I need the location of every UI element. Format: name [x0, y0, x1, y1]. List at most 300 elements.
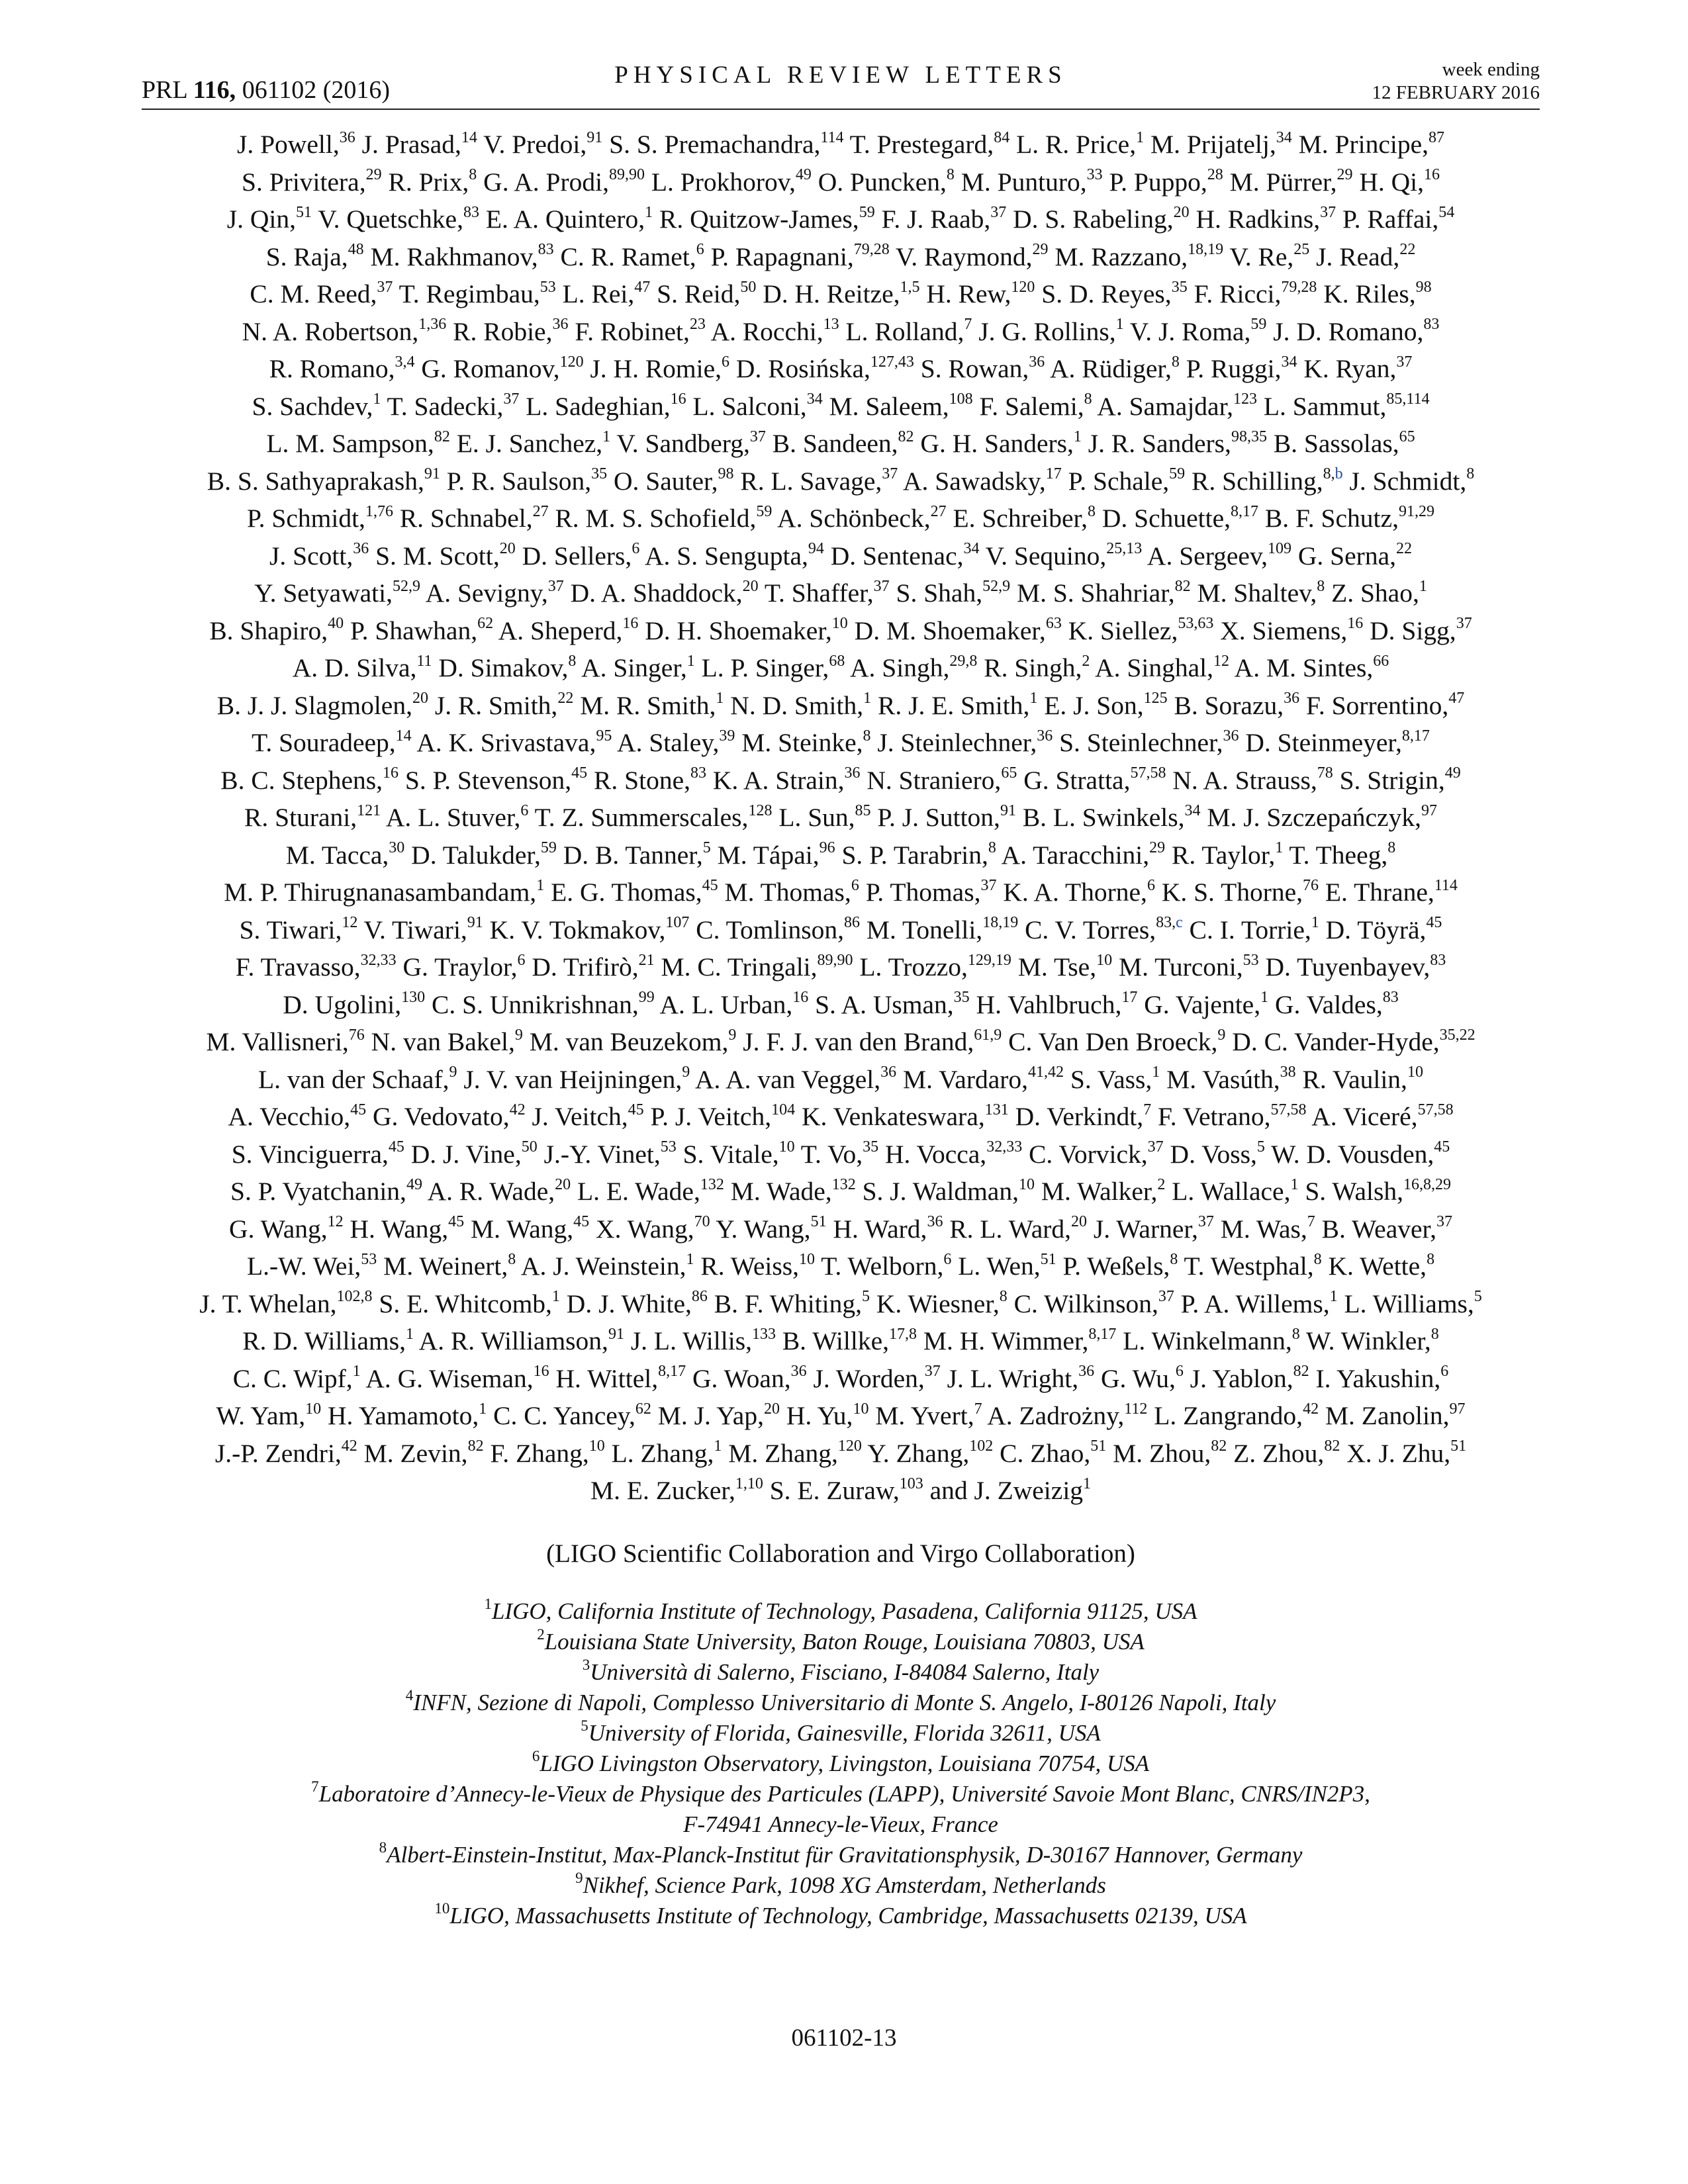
author — [228, 1102, 366, 1131]
affiliation-ref: 5 — [1474, 1288, 1482, 1306]
author — [581, 653, 695, 682]
author — [850, 653, 977, 682]
author — [1130, 317, 1267, 346]
affiliation-text: Louisiana State University, Baton Rouge, Louisiana 70803, USA — [544, 1628, 1145, 1655]
author-name: S. P. Stevenson, — [404, 765, 572, 795]
affiliation-ref: 37 — [882, 465, 898, 483]
affiliation-ref: 16 — [533, 1363, 549, 1381]
author-name: N. Straniero, — [867, 765, 1002, 795]
affiliation-ref: 120 — [1011, 278, 1035, 296]
affiliation-number: 3 — [582, 1656, 590, 1673]
author — [609, 130, 843, 159]
author — [878, 691, 1037, 720]
author — [555, 504, 772, 533]
author-name: M. Zanolin, — [1325, 1401, 1450, 1430]
author — [236, 952, 397, 981]
author — [1070, 1065, 1160, 1094]
author — [802, 1102, 1009, 1131]
author — [782, 1326, 917, 1355]
affiliation-ref: 98,35 — [1231, 428, 1267, 445]
footnote-link[interactable]: b — [1335, 465, 1343, 483]
author-name: K. Ryan, — [1303, 354, 1397, 383]
affiliation-ref: 45 — [573, 1213, 590, 1231]
affiliation-ref: 36 — [339, 128, 355, 146]
affiliation-ref: 32,33 — [986, 1138, 1023, 1156]
author — [763, 279, 919, 308]
author-name: S. Strigin, — [1339, 765, 1445, 795]
affiliation-ref: 3,4 — [395, 353, 415, 371]
author-name: L. Zhang, — [611, 1438, 714, 1468]
author — [1298, 541, 1412, 570]
affiliation-ref: 12 — [342, 914, 358, 932]
author-name: L. Zangrando, — [1154, 1401, 1303, 1430]
affiliation-ref: 22 — [1395, 540, 1412, 558]
author-name: S. Vitale, — [682, 1139, 779, 1169]
author-name: S. P. Tarabrin, — [841, 840, 988, 870]
author-name: B. C. Stephens, — [220, 765, 383, 795]
affiliation-ref: 14 — [461, 128, 477, 146]
author — [903, 1065, 1064, 1094]
author — [1323, 279, 1431, 308]
affiliation — [142, 1749, 1540, 1779]
author — [1350, 467, 1475, 496]
affiliation-ref: 5 — [862, 1288, 870, 1306]
affiliation-ref: 18,19 — [1188, 241, 1224, 259]
author-name: L. Sammut, — [1263, 391, 1387, 421]
author — [1050, 354, 1180, 383]
affiliation-ref: 62 — [477, 615, 494, 633]
affiliation-ref: 37 — [547, 577, 564, 595]
affiliation-ref: 35 — [953, 989, 970, 1007]
author-name: D. B. Tanner, — [563, 840, 703, 870]
affiliation-ref: 53 — [361, 1250, 377, 1268]
author — [741, 728, 870, 757]
author-name: O. Sauter, — [614, 466, 718, 496]
affiliation-ref: 1 — [716, 690, 724, 707]
affiliation-ref: 34 — [963, 540, 980, 558]
author — [1299, 130, 1444, 159]
affiliation-ref: 35 — [863, 1138, 879, 1156]
author-line — [142, 350, 1540, 388]
author-name: E. J. Sanchez, — [456, 429, 603, 458]
affiliation-ref: 54 — [1438, 203, 1455, 221]
author-name: L. Wen, — [958, 1251, 1041, 1281]
author — [1150, 130, 1292, 159]
author — [1275, 990, 1399, 1019]
author — [247, 1251, 377, 1281]
affiliation-ref: 104 — [771, 1101, 796, 1118]
author-line — [142, 313, 1540, 351]
author-line — [142, 238, 1540, 276]
affiliation-ref: 63 — [1045, 615, 1062, 633]
author-name: S. Steinlechner, — [1059, 728, 1223, 757]
author — [1123, 1326, 1299, 1355]
author-name: H. Ward, — [833, 1214, 927, 1244]
author — [1303, 1065, 1423, 1094]
author-name: V. Re, — [1229, 242, 1294, 271]
affiliation-ref: 1 — [1073, 428, 1082, 445]
affiliation-number: 1 — [484, 1595, 492, 1612]
affiliation-ref: 38 — [1280, 1064, 1296, 1081]
author-name: M. Pürrer, — [1229, 167, 1337, 197]
author-name: D. Voss, — [1170, 1139, 1257, 1169]
author — [659, 990, 808, 1019]
affiliation-ref: 34 — [806, 390, 823, 408]
author — [612, 1439, 722, 1468]
affiliation — [142, 1779, 1540, 1809]
footnote-link[interactable]: c — [1176, 914, 1183, 932]
author-name: L. R. Price, — [1016, 130, 1137, 159]
author — [875, 1401, 982, 1430]
author — [371, 242, 554, 271]
author — [1170, 1140, 1265, 1169]
author — [371, 1027, 523, 1056]
author-name: N. A. Strauss, — [1172, 765, 1317, 795]
affiliation-ref: 42 — [509, 1101, 526, 1118]
author-name: P. Ruggi, — [1186, 354, 1282, 383]
author — [696, 915, 860, 944]
affiliation-ref: 8 — [508, 1250, 516, 1268]
author-name: S. Shah, — [896, 578, 983, 608]
affiliation-ref: 36 — [927, 1213, 943, 1231]
author-name: R. Stone, — [594, 765, 690, 795]
author-name: E. J. Son, — [1044, 690, 1144, 720]
affiliation-ref: 59 — [859, 203, 875, 221]
author — [1186, 354, 1297, 383]
author — [1264, 392, 1430, 421]
affiliation-ref: 82 — [467, 1437, 484, 1455]
author — [224, 878, 544, 907]
author — [831, 541, 980, 570]
affiliation-ref: 91 — [1000, 801, 1016, 819]
author — [1044, 691, 1167, 720]
author — [383, 1251, 516, 1281]
author-name: M. Shaltev, — [1197, 578, 1317, 608]
affiliation-ref: 34 — [1276, 128, 1292, 146]
author — [399, 279, 556, 308]
author — [1325, 1401, 1466, 1430]
author-name: M. Turconi, — [1118, 952, 1243, 981]
journal-name: PHYSICAL REVIEW LETTERS — [614, 62, 1067, 89]
author — [1154, 1401, 1319, 1430]
author — [1008, 1027, 1225, 1056]
author — [1041, 279, 1187, 308]
author-name: Y. Zhang, — [867, 1438, 970, 1468]
author-name: E. G. Thomas, — [551, 878, 702, 907]
author — [661, 952, 853, 981]
affiliation-ref: 1,10 — [735, 1475, 763, 1492]
author-name: R. Taylor, — [1172, 840, 1276, 870]
author — [614, 467, 733, 496]
affiliation-ref: 20 — [1071, 1213, 1088, 1231]
author-name: M. Weinert, — [383, 1251, 508, 1281]
author-name: G. Serna, — [1297, 541, 1396, 570]
author — [692, 392, 822, 421]
author — [405, 766, 587, 795]
affiliation-ref: 66 — [1373, 652, 1389, 670]
author-name: R. Weiss, — [700, 1251, 800, 1281]
author-name: A. Rüdiger, — [1050, 354, 1172, 383]
author-name: A. Vecchio, — [228, 1102, 351, 1131]
author-name: V. Quetschke, — [318, 205, 463, 234]
author — [716, 1214, 827, 1244]
author — [1306, 1326, 1439, 1355]
affiliation-ref: 8 — [1317, 577, 1325, 595]
author — [269, 541, 369, 570]
author-name: D. Tuyenbayev, — [1265, 952, 1430, 981]
author-name: F. Robinet, — [575, 316, 690, 346]
author-name: M. Tacca, — [285, 840, 389, 870]
affiliation-ref: 8 — [1313, 1250, 1322, 1268]
affiliation-ref: 65 — [1001, 764, 1017, 782]
author-name: M. Steinke, — [741, 728, 863, 757]
author — [250, 279, 393, 308]
author-name: C. Zhao, — [1000, 1438, 1091, 1468]
author-name: D. Trifirò, — [532, 952, 639, 981]
author-name: D. J. Vine, — [410, 1139, 522, 1169]
author-name: R. Sturani, — [244, 803, 357, 832]
author-name: A. R. Williamson, — [418, 1326, 608, 1355]
affiliation-ref: 82 — [1324, 1437, 1340, 1455]
author-name: R. Quitzow-James, — [659, 205, 859, 234]
affiliation-ref: 36 — [1029, 353, 1045, 371]
author-name: A. K. Srivastava, — [416, 728, 596, 757]
affiliation-ref: 51 — [296, 203, 312, 221]
author-name: F. J. Raab, — [881, 205, 991, 234]
author-name: H. Wang, — [350, 1214, 449, 1244]
affiliation-ref: 132 — [700, 1175, 724, 1193]
author — [350, 616, 493, 645]
author — [207, 467, 440, 496]
author — [1289, 841, 1395, 870]
author-name: G. Woan, — [692, 1363, 791, 1393]
author-name: P. Schmidt, — [247, 504, 365, 533]
author — [567, 1289, 708, 1318]
running-header — [142, 57, 1540, 110]
affiliation-ref: 12 — [1213, 652, 1229, 670]
author — [818, 167, 955, 197]
author — [777, 504, 946, 533]
author-name: L. Rolland, — [845, 316, 964, 346]
author-line — [142, 1435, 1540, 1473]
author-name: A. S. Sengupta, — [645, 541, 808, 570]
author-name: M. Tse, — [1017, 952, 1097, 981]
author-name: C. S. Unnikrishnan, — [432, 989, 639, 1019]
affiliation-ref: 45 — [1426, 914, 1442, 932]
affiliation-ref: 36 — [790, 1363, 807, 1381]
author — [215, 1439, 357, 1468]
author — [841, 841, 996, 870]
author — [1197, 578, 1325, 608]
affiliation-ref: 103 — [899, 1475, 923, 1492]
affiliation-ref: 120 — [559, 353, 584, 371]
author-name: J. L. Wright, — [947, 1363, 1079, 1393]
author-name: B. F. Schutz, — [1264, 504, 1399, 533]
affiliation-ref: 1 — [1115, 316, 1124, 334]
author-name: M. Rakhmanov, — [370, 242, 538, 271]
author-name: H. Qi, — [1359, 167, 1424, 197]
affiliation-ref: 20 — [412, 690, 428, 707]
author-name: K. A. Strain, — [712, 765, 845, 795]
affiliation-ref: 83 — [538, 241, 554, 259]
author — [700, 1251, 815, 1281]
affiliation-ref: 47 — [1448, 690, 1465, 707]
affiliation-ref: 91 — [424, 465, 440, 483]
author — [1041, 1177, 1166, 1206]
author-name: D. M. Shoemaker, — [854, 615, 1046, 645]
author — [432, 990, 655, 1019]
affiliation-ref: 8 — [946, 166, 955, 184]
author — [258, 1065, 457, 1094]
author — [987, 1401, 1147, 1430]
author — [227, 205, 312, 234]
affiliation-ref: 16 — [670, 390, 686, 408]
affiliation-ref: 49 — [1444, 764, 1461, 782]
author-name: B. Weaver, — [1321, 1214, 1436, 1244]
affiliation — [142, 1901, 1540, 1931]
author-name: S. A. Usman, — [815, 989, 954, 1019]
author — [903, 467, 1062, 496]
affiliation-ref: 42 — [341, 1437, 357, 1455]
affiliation-ref: 37 — [1147, 1138, 1164, 1156]
author — [386, 803, 529, 832]
author-name: M. Tonelli, — [866, 915, 983, 944]
affiliation-ref: 7 — [974, 1400, 982, 1418]
affiliation-ref: 10 — [305, 1400, 322, 1418]
author-name: S. Sachdev, — [252, 391, 373, 421]
author — [438, 653, 576, 682]
affiliation-ref: 45 — [571, 764, 588, 782]
author-line — [142, 948, 1540, 986]
affiliation-ref: 83 — [1430, 951, 1446, 969]
affiliation-ref: 8 — [1427, 1250, 1435, 1268]
affiliation-ref: 102,8 — [336, 1288, 373, 1306]
author-line — [142, 874, 1540, 911]
author-name: A. L. Stuver, — [385, 803, 521, 832]
author-name: B. S. Sathyaprakash, — [207, 466, 424, 496]
author-name: M. Zhang, — [728, 1438, 838, 1468]
affiliation-ref: 83 — [463, 203, 479, 221]
affiliation-ref: 52,9 — [982, 577, 1011, 595]
affiliation-ref: 10 — [588, 1437, 605, 1455]
author-name: A. Schönbeck, — [777, 504, 931, 533]
affiliation-ref: 98 — [1415, 278, 1432, 296]
author-name: A. R. Wade, — [427, 1177, 555, 1206]
author-name: B. L. Swinkels, — [1022, 803, 1185, 832]
author-name: J. Yablon, — [1190, 1363, 1293, 1393]
author-name: V. J. Roma, — [1129, 316, 1251, 346]
author-name: K. Wette, — [1328, 1251, 1427, 1281]
author-name: T. Regimbau, — [399, 279, 540, 308]
author-name: G. Valdes, — [1274, 989, 1383, 1019]
affiliation-ref: 1 — [1136, 128, 1145, 146]
affiliation-ref: 1 — [1029, 690, 1038, 707]
author — [645, 541, 824, 570]
collaboration-name: (LIGO Scientific Collaboration and Virgo Collaboration) — [546, 1539, 1135, 1568]
author-name: Y. Setyawati, — [254, 578, 393, 608]
author-name: G. Wang, — [229, 1214, 328, 1244]
author-name: X. Wang, — [596, 1214, 694, 1244]
author-name: C. C. Yancey, — [493, 1401, 635, 1430]
affiliation-ref: 37 — [377, 278, 393, 296]
affiliation-ref: 52,9 — [392, 577, 420, 595]
author-name: M. Saleem, — [829, 391, 949, 421]
affiliation-ref: 82 — [1211, 1437, 1227, 1455]
author — [1174, 691, 1299, 720]
author-name: L. Salconi, — [692, 391, 807, 421]
author — [866, 878, 997, 907]
author-name: P. Raffai, — [1342, 205, 1439, 234]
author — [1023, 803, 1201, 832]
author-name: H. Rew, — [926, 279, 1011, 308]
author — [867, 1439, 993, 1468]
affiliation-ref: 6 — [722, 353, 730, 371]
affiliation-ref: 8 — [1087, 502, 1096, 520]
affiliation-ref: 10 — [799, 1250, 816, 1268]
author-name: K. A. Thorne, — [1003, 878, 1147, 907]
affiliation-ref: 9 — [1217, 1026, 1226, 1044]
affiliation-ref: 59 — [1250, 316, 1267, 334]
author-name: E. A. Quintero, — [485, 205, 645, 234]
affiliation-ref: 9 — [514, 1026, 523, 1044]
author-name: J. L. Willis, — [630, 1326, 752, 1355]
affiliation-ref: 102 — [969, 1437, 994, 1455]
author-name: L. van der Schaaf, — [258, 1064, 449, 1094]
author-name: H. Radkins, — [1196, 205, 1321, 234]
author-name: K. S. Thorne, — [1161, 878, 1303, 907]
author — [713, 766, 861, 795]
author-line — [142, 574, 1540, 612]
author-name: S. Tiwari, — [239, 915, 342, 944]
author-name: D. Sigg, — [1370, 615, 1456, 645]
affiliation-ref: 53 — [1243, 951, 1259, 969]
affiliation-ref: 45 — [448, 1213, 465, 1231]
author-name: W. D. Vousden, — [1271, 1139, 1434, 1169]
author-name: E. Thrane, — [1325, 878, 1434, 907]
affiliation-ref: 97 — [1421, 801, 1437, 819]
author-name: T. Westphal, — [1184, 1251, 1314, 1281]
author — [1025, 915, 1183, 944]
author-name: G. Vajente, — [1144, 989, 1261, 1019]
author — [711, 242, 890, 271]
author-line — [142, 126, 1540, 163]
author — [1101, 1364, 1184, 1393]
affiliation-ref: 10 — [778, 1138, 795, 1156]
affiliation-ref: 91 — [608, 1325, 624, 1343]
affiliation-ref: 1 — [686, 1250, 694, 1268]
author — [1220, 616, 1363, 645]
affiliation-ref: 1 — [352, 1363, 361, 1381]
affiliation-ref: 27 — [930, 502, 947, 520]
author — [984, 653, 1090, 682]
author — [403, 952, 526, 981]
author-name: J. Read, — [1316, 242, 1400, 271]
author-line — [142, 1472, 1540, 1510]
author — [1306, 691, 1464, 720]
author-name: S. S. Premachandra, — [609, 130, 821, 159]
author-name: A. Singh, — [850, 653, 950, 682]
author-name: D. Ugolini, — [283, 989, 402, 1019]
author — [544, 1140, 677, 1169]
affiliation-list — [142, 1596, 1540, 1931]
author — [247, 504, 393, 533]
author-line — [142, 986, 1540, 1024]
author-name: M. J. Yap, — [657, 1401, 764, 1430]
affiliation-text: LIGO, California Institute of Technology, Pasadena, California 91125, USA — [491, 1598, 1197, 1624]
author-name: A. J. Weinstein, — [520, 1251, 686, 1281]
author-name: C. I. Torrie, — [1189, 915, 1311, 944]
author-name: J. R. Smith, — [434, 690, 558, 720]
